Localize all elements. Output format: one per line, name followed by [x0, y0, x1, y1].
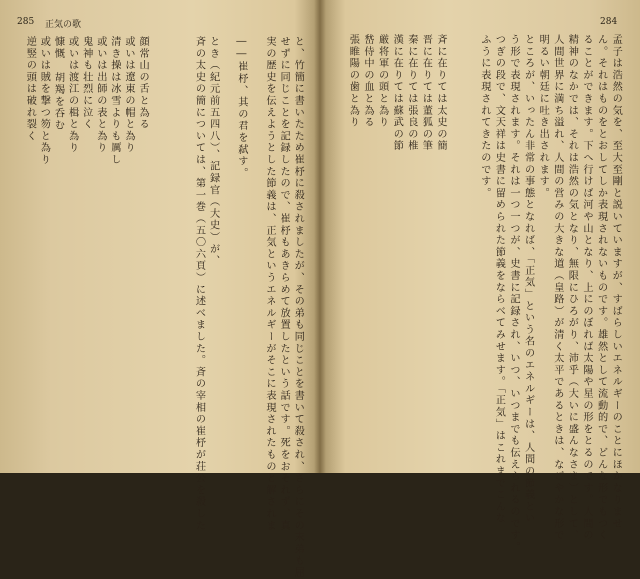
text-column: 漢に在りては蘇武の節 [391, 34, 403, 152]
left-page-number: 285 [17, 17, 35, 27]
text-column: 或いは出師の表と為り [94, 36, 106, 154]
text-column: 慷慨 胡羯を呑む [52, 36, 64, 132]
text-column: 嵆侍中の血と為る [362, 34, 373, 129]
text-column: ふうに表現されてきたのです。 [478, 34, 490, 200]
text-column: 厳将軍の頭と為り [376, 34, 388, 129]
text-column: 或いは賊を撃つ笏と為り [38, 36, 50, 166]
text-column: 斉の太史の簡については、第一巻（五〇六頁）に述べました。斉の宰相の崔杼が荘公を殺した [193, 36, 205, 532]
left-running-title: 正気の歌 [45, 20, 82, 30]
right-page-number: 284 [600, 17, 618, 27]
text-column: 或いは遼東の帽と為り [123, 36, 134, 154]
text-column: とき（紀元前五四八）、記録官（大史）が、 [207, 36, 219, 267]
text-column: 或いは渡江の楫と為り [66, 36, 78, 154]
text-column: 清き操は冰雪よりも厲し [108, 36, 120, 166]
text-column: ることができます。下へ行けば河や山となり、上にのぼれば太陽や星の形をとるのです。人間の [581, 34, 592, 542]
text-column: 逆竪の頭は破れ裂く [24, 36, 36, 143]
text-column: う形で表現されます。それは一つ一つが、史書に記録され、いつ、いつまでも伝えられるのです。 [508, 34, 519, 554]
text-column: 人間世界に満ち溢れ、人間の営みの大きな道（皇路）が清く太平であるときは、なごやかな形で [551, 34, 563, 542]
text-column: 明るい朝廷に吐き出されます。 [537, 34, 549, 200]
text-column: ん。それはものをとおしてしか表現されないものです。雄然として流動的で、どんな形でもつく [595, 34, 607, 542]
text-column: と、竹簡に書いたため崔杼に殺されましたが、その弟も同じことを書いて殺され、さらにその末弟も屈 [292, 36, 304, 579]
text-column: ところが、いったん非常の事態となれば、「正気」という名のエネルギーは、人間の節義とい [522, 34, 534, 525]
book-gutter [314, 0, 326, 473]
text-column: 晋に在りては董狐の筆 [420, 34, 432, 152]
text-column: 精神のなかでは、それは浩然の気となり、無限にひろがり、沛乎（大いに盛んなさま）として、 [566, 34, 578, 542]
text-column: 秦に在りては張良の椎 [405, 34, 417, 152]
text-column: つぎの段で、文天祥は史書に留められた節義をならべてみせます。「正気」はこれまでこんな [493, 34, 505, 525]
text-column: 顔常山の舌と為る [137, 36, 149, 131]
text-column: 孟子は浩然の気を、至大至剛と説いていますが、すばらしいエネルギーのことにほかなりませ [610, 34, 622, 530]
text-column: ――崔杼、其の君を弑す。 [235, 36, 247, 180]
text-column: せずに同じことを記録したので、崔杼もあきらめて放置したという話です。死をおそれず、真 [278, 36, 290, 532]
text-column: 実の歴史を伝えようとした節義は、正気というエネルギーがそこに表現されたものと解されま [264, 36, 275, 532]
text-column: 斉に在りては太史の簡 [435, 34, 446, 152]
text-column: 鬼神も壮烈に泣く [80, 36, 92, 131]
text-column: 張睢陽の歯と為り [347, 34, 359, 129]
